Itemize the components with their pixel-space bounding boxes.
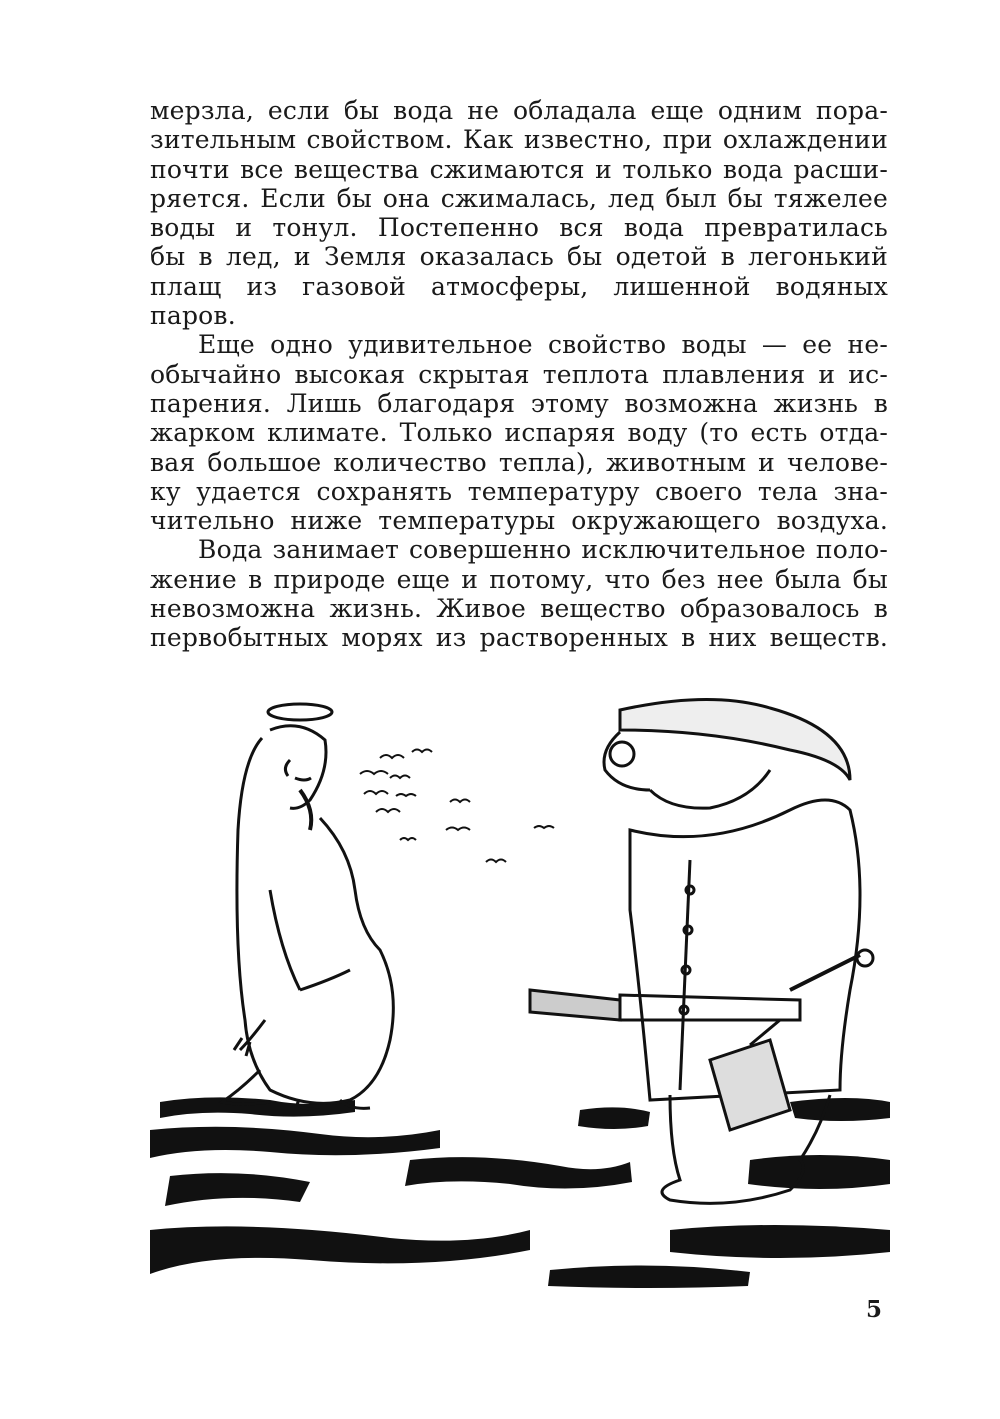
text-line: невозможна жизнь. Живое вещество образовалось в	[150, 594, 888, 624]
text-line: плащ из газовой атмосферы, лишенной водяных	[150, 271, 888, 301]
text-line: первобытных морях из растворенных в них веществ.	[150, 623, 888, 653]
text-line: обычайно высокая скрытая теплота плавления и ис-	[150, 359, 888, 389]
text-line: парения. Лишь благодаря этому возможна жизнь в	[150, 388, 888, 418]
text-line: жарком климате. Только испаряя воду (то есть отда-	[150, 418, 888, 448]
text-line: зительным свойством. Как известно, при охлаждении	[150, 125, 888, 155]
text-line: бы в лед, и Земля оказалась бы одетой в легонький	[150, 242, 888, 272]
paragraph-start-line: Вода занимает совершенно исключительное поло-	[198, 535, 888, 565]
text-line: чительно ниже температуры окружающего воздуха.	[150, 506, 888, 536]
seagulls-icon	[360, 750, 554, 863]
text-line: жение в природе еще и потому, что без нее была бы	[150, 564, 888, 594]
cartoon-illustration	[150, 690, 890, 1290]
text-line: вая большое количество тепла), животным и челове-	[150, 447, 888, 477]
text-line: ку удается сохранять температуру своего тела зна-	[150, 476, 888, 506]
page-number: 5	[866, 1296, 883, 1323]
text-line: ряется. Если бы она сжималась, лед был бы тяжелее	[150, 183, 888, 213]
text-line: паров.	[150, 301, 236, 331]
text-line: почти все вещества сжимаются и только вода расши-	[150, 154, 888, 184]
man-with-broom-and-dustpan-icon	[530, 699, 873, 1203]
paragraph-start-line: Еще одно удивительное свойство воды — ее не-	[198, 330, 888, 360]
text-line: воды и тонул. Постепенно вся вода превратилась	[150, 213, 888, 243]
body-text	[150, 96, 888, 653]
text-line: мерзла, если бы вода не обладала еще одним пора-	[150, 96, 888, 125]
haloed-figure-walking-on-water-icon	[222, 704, 393, 1110]
